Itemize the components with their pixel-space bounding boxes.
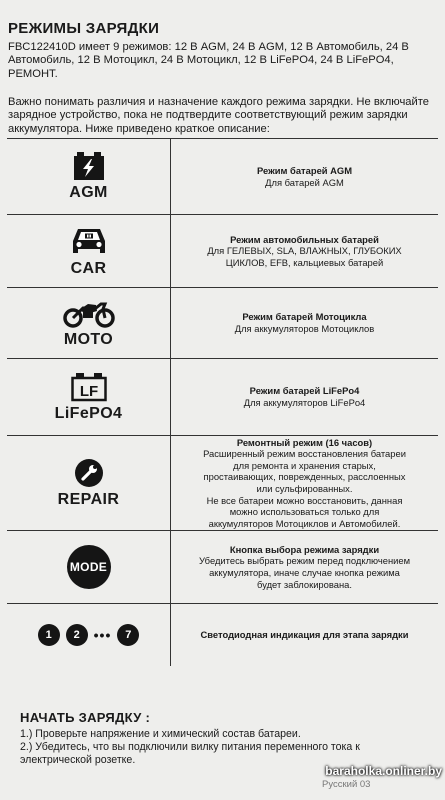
- mode-desc-line: для ремонта и хранения старых,: [233, 459, 376, 471]
- led-dot-7: 7: [117, 624, 139, 646]
- start-step: 2.) Убедитесь, что вы подключили вилку питания переменного тока к электрической розетке.: [20, 741, 360, 767]
- mode-title: Светодиодная индикация для этапа зарядки: [200, 629, 409, 641]
- note-text: Важно понимать различия и назначение каждого режима зарядки. Не включайте зарядное устройство, пока не подтвердите соответствующий режим зарядки аккумулятора. Ниже приведено краткое описание:: [8, 96, 429, 135]
- mode-label: LiFePO4: [54, 404, 123, 422]
- mode-icon-cell: [7, 436, 171, 530]
- mode-description: [171, 359, 438, 435]
- battery-lf-icon: [70, 372, 108, 402]
- mode-desc-line: аккумуляторов Мотоциклов и Автомобилей.: [208, 517, 401, 529]
- page-title: РЕЖИМЫ ЗАРЯДКИ: [8, 20, 160, 37]
- mode-desc-line: можно использоваться только для: [229, 506, 380, 518]
- mode-title: Режим автомобильных батарей: [230, 233, 379, 245]
- mode-row-moto: [7, 288, 438, 359]
- mode-label: AGM: [69, 184, 108, 201]
- led-dots-icon: [38, 624, 140, 646]
- mode-description: [171, 531, 438, 603]
- motorcycle-icon: [63, 298, 115, 328]
- mode-icon-cell: [7, 604, 171, 666]
- car-icon: [70, 225, 108, 257]
- mode-label: CAR: [70, 259, 107, 277]
- wrench-icon: [74, 458, 104, 488]
- mode-row-car: [7, 215, 438, 288]
- mode-label: MOTO: [63, 330, 114, 348]
- mode-desc-line: или сульфированных.: [256, 483, 353, 494]
- start-steps: [20, 728, 430, 768]
- mode-row-lifepo4: [7, 359, 438, 436]
- mode-title: Ремонтный режим (16 часов): [236, 436, 373, 448]
- mode-desc-line: Для батарей AGM: [265, 176, 344, 188]
- watermark: baraholka.onliner.by: [325, 764, 442, 778]
- mode-title: Кнопка выбора режима зарядки: [229, 543, 380, 555]
- mode-description: [171, 288, 438, 358]
- mode-label: REPAIR: [57, 490, 120, 508]
- mode-description: [171, 139, 438, 214]
- mode-desc-line: Не все батареи можно восстановить, данная: [206, 494, 403, 506]
- start-step: 1.) Проверьте напряжение и химический состав батареи.: [20, 728, 301, 740]
- mode-button-label: MODE: [69, 560, 108, 574]
- intro-text: FBC122410D имеет 9 режимов: 12 В AGM, 24 В AGM, 12 В Автомобиль, 24 В Автомобиль, 12 В Мотоцикл, 24 В Мотоцикл, 12 В LiFePO4, 24 В LiFePO4, РЕМОНТ.: [8, 41, 409, 80]
- mode-row-agm: [7, 139, 438, 215]
- battery-lf-text: LF: [79, 382, 98, 400]
- mode-icon-cell: [7, 139, 171, 214]
- mode-button-icon: [67, 545, 111, 589]
- modes-table: [7, 138, 438, 666]
- mode-title: Режим батарей Мотоцикла: [242, 311, 367, 323]
- mode-row-led: [7, 604, 438, 666]
- mode-icon-cell: [7, 215, 171, 287]
- led-dot-2: 2: [66, 624, 88, 646]
- mode-icon-cell: [7, 359, 171, 435]
- led-ellipsis: •••: [93, 627, 112, 643]
- mode-desc-line: Для ГЕЛЕВЫХ, SLA, ВЛАЖНЫХ, ГЛУБОКИХ: [207, 245, 402, 257]
- mode-desc-line: Для аккумуляторов LiFePo4: [243, 397, 366, 408]
- mode-icon-cell: [7, 531, 171, 603]
- mode-description: [171, 436, 438, 530]
- mode-desc-line: простаивающих, поврежденных, расслоенных: [203, 471, 406, 483]
- mode-row-repair: [7, 436, 438, 531]
- mode-title: Режим батарей LiFePo4: [249, 385, 360, 397]
- mode-description: [171, 215, 438, 287]
- mode-desc-line: ЦИКЛОВ, EFB, кальциевых батарей: [225, 256, 384, 268]
- led-dot-1: 1: [38, 624, 60, 646]
- mode-desc-line: Расширенный режим восстановления батареи: [203, 448, 406, 460]
- page-footer: Русский 03: [322, 779, 371, 790]
- start-charging-title: НАЧАТЬ ЗАРЯДКУ :: [20, 710, 151, 725]
- mode-description: [171, 604, 438, 666]
- mode-row-mode-button: [7, 531, 438, 604]
- mode-desc-line: будет заблокирована.: [257, 578, 352, 590]
- battery-lightning-icon: [72, 151, 106, 181]
- mode-desc-line: Для аккумуляторов Мотоциклов: [234, 323, 375, 334]
- mode-icon-cell: [7, 288, 171, 358]
- mode-desc-line: Убедитесь выбрать режим перед подключением: [198, 555, 411, 567]
- mode-desc-line: аккумулятора, иначе случае кнопка режима: [209, 567, 400, 578]
- mode-title: Режим батарей AGM: [256, 164, 353, 176]
